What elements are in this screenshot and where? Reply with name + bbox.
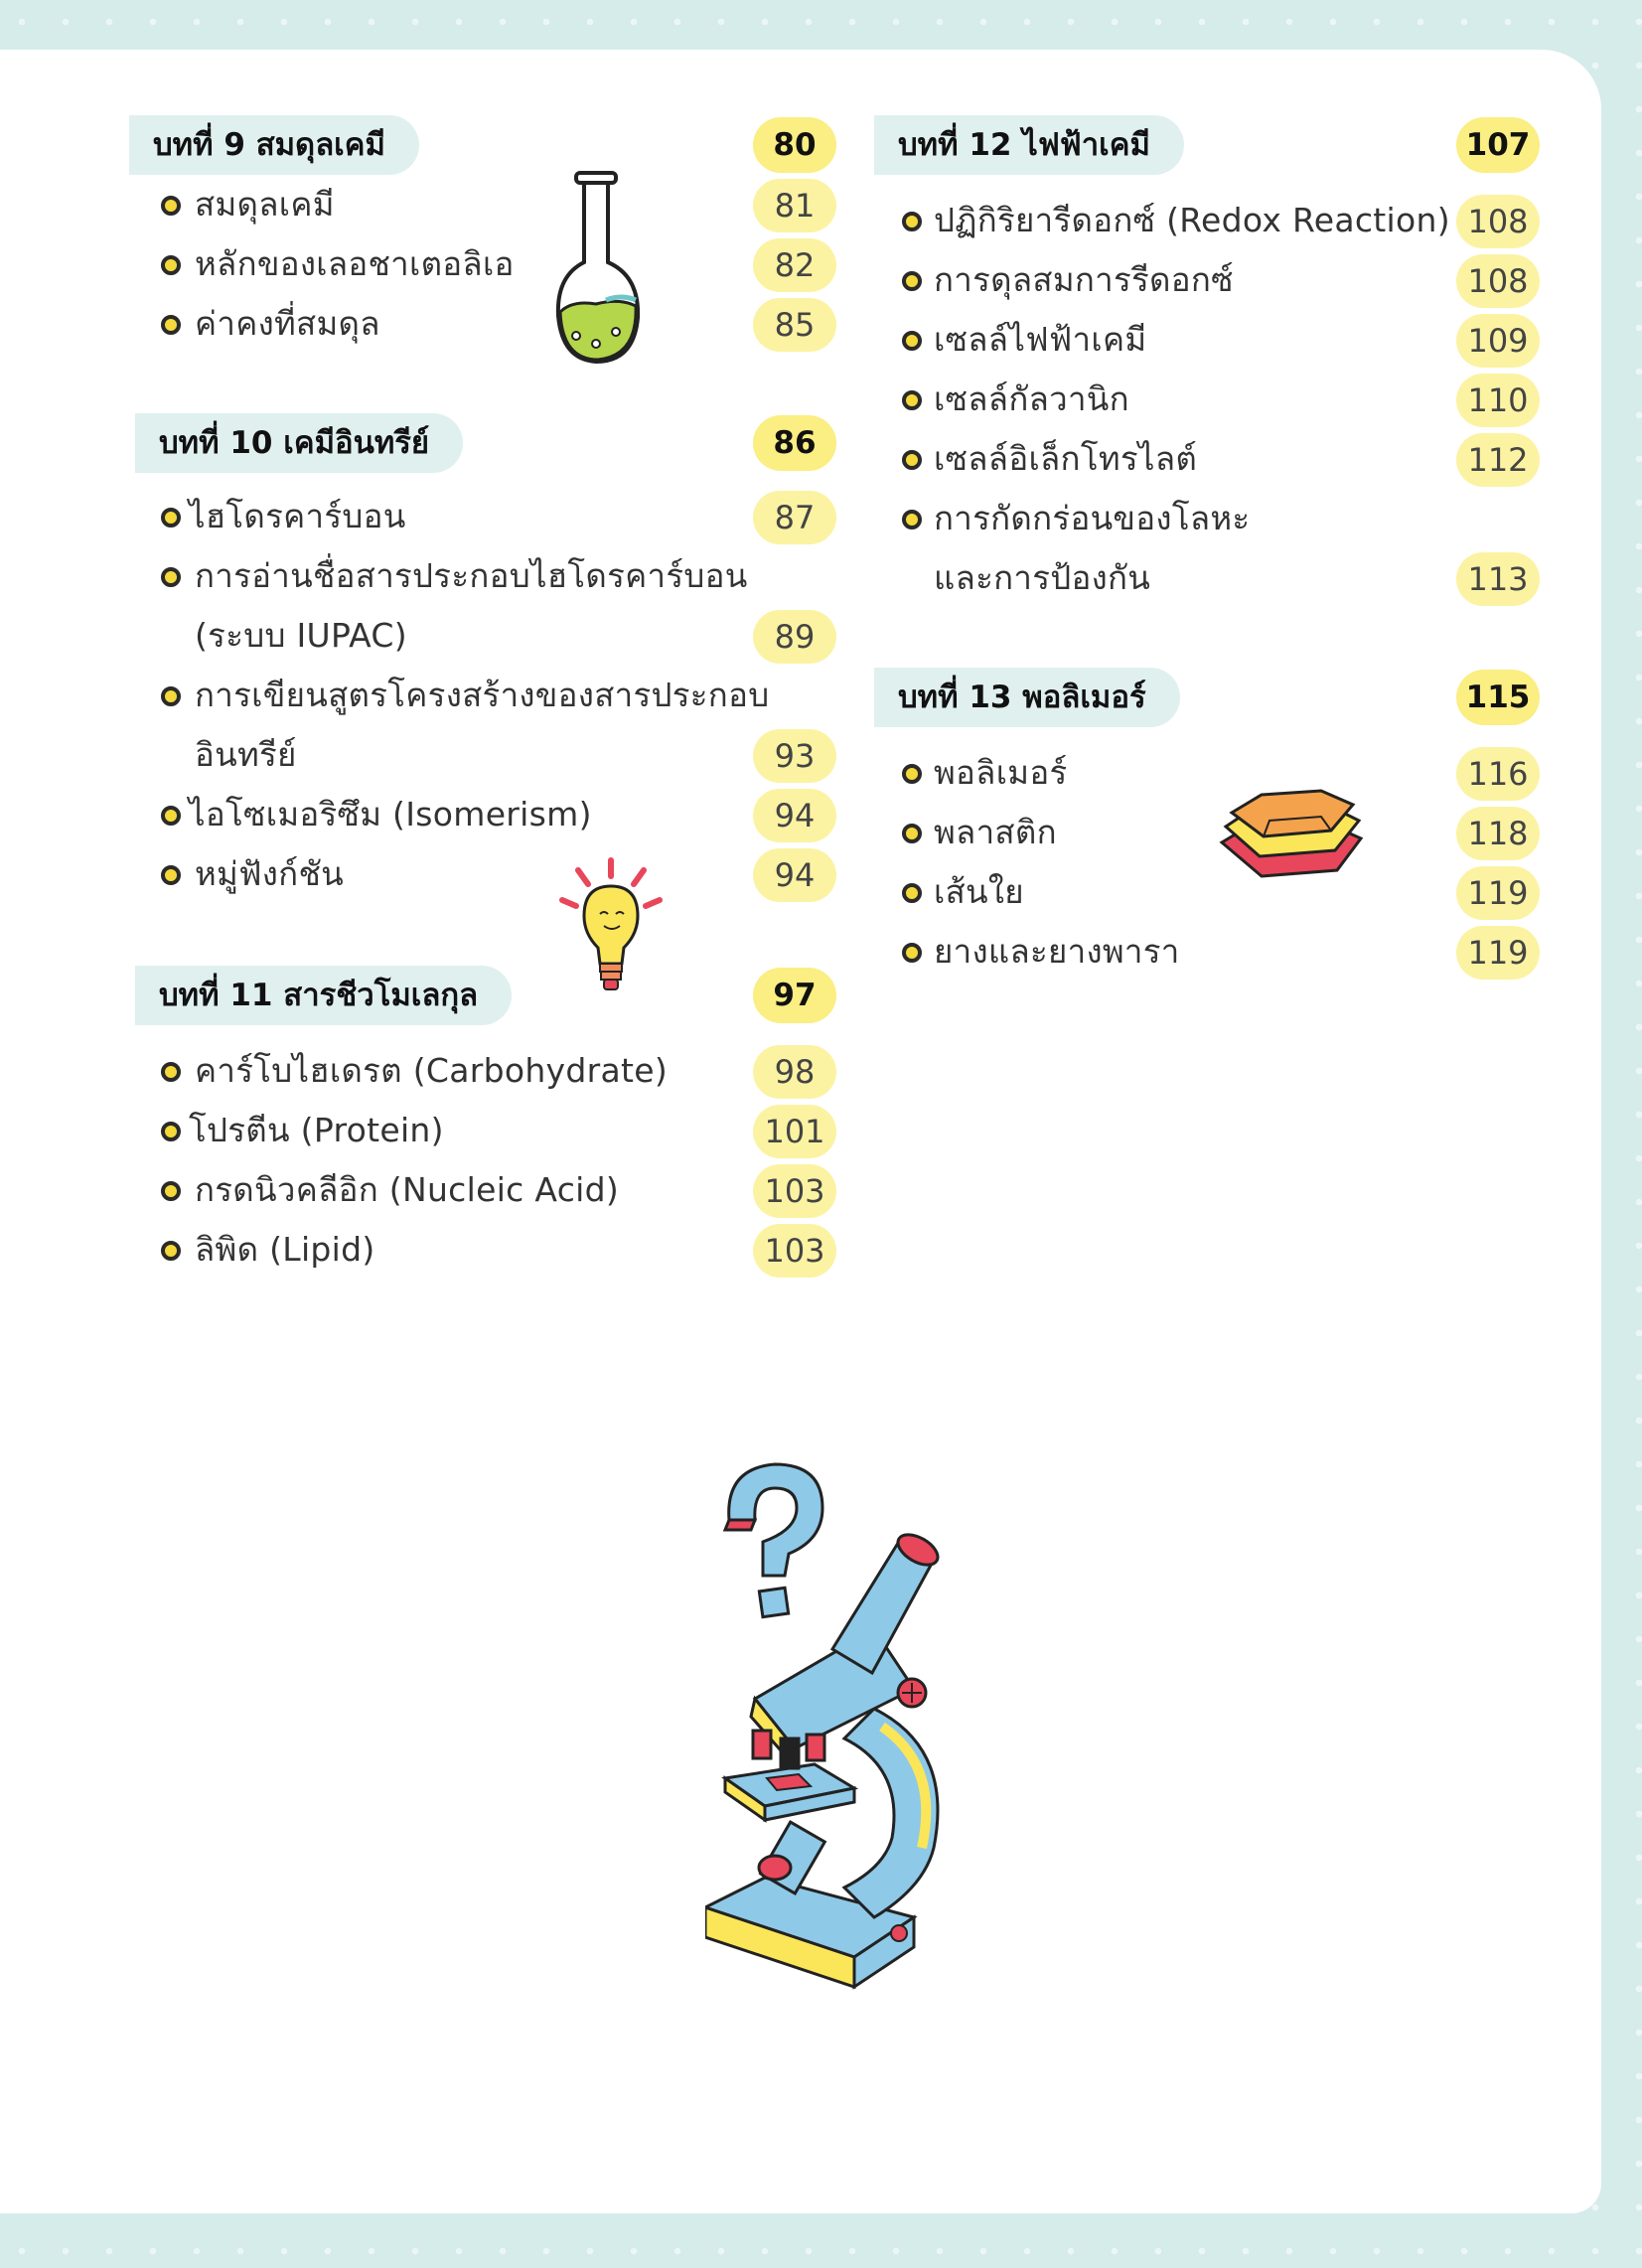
toc-item-page: 110 bbox=[1456, 374, 1540, 427]
chapter-page-number: 107 bbox=[1456, 117, 1540, 173]
toc-item-page: 108 bbox=[1456, 195, 1540, 248]
toc-item-label: ไอโซเมอริซึม (Isomerism) bbox=[189, 795, 592, 833]
microscope-icon bbox=[705, 1450, 1003, 2027]
chapter-13-heading[interactable] bbox=[854, 668, 1601, 729]
bullet-icon bbox=[161, 1122, 181, 1141]
toc-item-label: เซลล์ไฟฟ้าเคมี bbox=[934, 320, 1147, 359]
toc-item[interactable] bbox=[854, 431, 1601, 487]
chapter-12-heading[interactable] bbox=[854, 115, 1601, 177]
toc-item-label: พอลิเมอร์ bbox=[934, 753, 1068, 792]
toc-item[interactable] bbox=[854, 252, 1601, 308]
toc-item-label: ไฮโดรคาร์บอน bbox=[189, 497, 406, 535]
toc-item-label: การดุลสมการรีดอกซ์ bbox=[934, 260, 1234, 299]
toc-item-page: 98 bbox=[753, 1045, 836, 1099]
bullet-icon bbox=[161, 1062, 181, 1082]
toc-item-page: 85 bbox=[753, 298, 836, 352]
toc-item[interactable] bbox=[0, 489, 854, 544]
bullet-icon bbox=[161, 1241, 181, 1261]
chapter-page-number: 97 bbox=[753, 968, 836, 1023]
bullet-icon bbox=[902, 824, 922, 843]
toc-item[interactable] bbox=[0, 787, 854, 842]
toc-item-label: เซลล์อิเล็กโทรไลต์ bbox=[934, 439, 1198, 478]
toc-item[interactable] bbox=[854, 924, 1601, 980]
toc-item-page: 118 bbox=[1456, 807, 1540, 860]
bullet-icon bbox=[902, 271, 922, 291]
toc-item-label-continued: อินทรีย์ bbox=[195, 735, 297, 774]
toc-item-page: 93 bbox=[753, 729, 836, 783]
chapter-title: บทที่ 13 พอลิเมอร์ bbox=[874, 668, 1180, 727]
toc-item-page: 94 bbox=[753, 789, 836, 842]
bullet-icon bbox=[902, 883, 922, 903]
bullet-icon bbox=[161, 567, 181, 587]
bullet-icon bbox=[902, 764, 922, 784]
toc-item[interactable] bbox=[0, 236, 854, 292]
toc-item-label-continued: และการป้องกัน bbox=[934, 558, 1151, 597]
toc-item[interactable] bbox=[0, 548, 854, 604]
bullet-icon bbox=[161, 196, 181, 216]
chapter-title: บทที่ 11 สารชีวโมเลกุล bbox=[135, 966, 512, 1025]
flask-icon bbox=[546, 167, 656, 395]
chapter-title: บทที่ 12 ไฟฟ้าเคมี bbox=[874, 115, 1184, 175]
toc-item-page: 82 bbox=[753, 238, 836, 292]
chapter-page-number: 115 bbox=[1456, 670, 1540, 725]
page-sheet bbox=[0, 50, 1601, 2213]
toc-item[interactable] bbox=[0, 1043, 854, 1099]
bullet-icon bbox=[902, 331, 922, 351]
toc-item-label: ค่าคงที่สมดุล bbox=[195, 304, 380, 343]
toc-item[interactable] bbox=[854, 491, 1601, 546]
plastic-sheets-icon bbox=[1212, 781, 1371, 890]
toc-item-label: สมดุลเคมี bbox=[195, 185, 335, 224]
toc-item-label: ลิพิด (Lipid) bbox=[195, 1230, 375, 1269]
bullet-icon bbox=[161, 806, 181, 826]
chapter-page-number: 80 bbox=[753, 117, 836, 173]
bullet-icon bbox=[902, 510, 922, 529]
toc-item[interactable] bbox=[0, 846, 854, 902]
toc-item-page: 119 bbox=[1456, 926, 1540, 980]
toc-item-label: ยางและยางพารา bbox=[934, 932, 1180, 971]
toc-item-label: ปฏิกิริยารีดอกซ์ (Redox Reaction) bbox=[934, 201, 1450, 239]
toc-item-page: 109 bbox=[1456, 314, 1540, 368]
toc-item-page: 89 bbox=[753, 610, 836, 664]
toc-item-label: การเขียนสูตรโครงสร้างของสารประกอบ bbox=[195, 676, 770, 714]
toc-item-page: 103 bbox=[753, 1164, 836, 1218]
toc-item-page: 101 bbox=[753, 1105, 836, 1158]
chapter-10-heading[interactable] bbox=[0, 413, 854, 475]
bullet-icon bbox=[902, 212, 922, 231]
bullet-icon bbox=[161, 1181, 181, 1201]
toc-item-page: 116 bbox=[1456, 747, 1540, 801]
bullet-icon bbox=[161, 686, 181, 706]
lightbulb-icon bbox=[556, 856, 666, 1005]
bullet-icon bbox=[902, 943, 922, 963]
toc-item-label: โปรตีน (Protein) bbox=[189, 1111, 444, 1149]
toc-item-label: คาร์โบไฮเดรต (Carbohydrate) bbox=[195, 1051, 669, 1090]
toc-item-label: เซลล์กัลวานิก bbox=[934, 379, 1129, 418]
bullet-icon bbox=[902, 450, 922, 470]
toc-item-label-continued: (ระบบ IUPAC) bbox=[195, 616, 407, 655]
bullet-icon bbox=[902, 390, 922, 410]
toc-item-label: หมู่ฟังก์ชัน bbox=[195, 854, 345, 893]
toc-item-page: 94 bbox=[753, 848, 836, 902]
toc-item-label: พลาสติก bbox=[934, 813, 1057, 851]
toc-item-label: กรดนิวคลีอิก (Nucleic Acid) bbox=[195, 1170, 620, 1209]
toc-item-continued[interactable] bbox=[854, 550, 1601, 606]
toc-item-continued[interactable] bbox=[0, 608, 854, 664]
toc-item-page: 112 bbox=[1456, 433, 1540, 487]
toc-item-page: 103 bbox=[753, 1224, 836, 1278]
toc-item[interactable] bbox=[0, 1103, 854, 1158]
chapter-page-number: 86 bbox=[753, 415, 836, 471]
toc-item-label: การอ่านชื่อสารประกอบไฮโดรคาร์บอน bbox=[195, 556, 748, 595]
toc-item-page: 87 bbox=[753, 491, 836, 544]
chapter-9-heading[interactable] bbox=[0, 115, 854, 177]
toc-item[interactable] bbox=[0, 1222, 854, 1278]
toc-item-label: การกัดกร่อนของโลหะ bbox=[934, 499, 1251, 537]
toc-item[interactable] bbox=[854, 193, 1601, 248]
toc-item-page: 81 bbox=[753, 179, 836, 232]
toc-item[interactable] bbox=[854, 372, 1601, 427]
toc-item[interactable] bbox=[0, 1162, 854, 1218]
bullet-icon bbox=[161, 315, 181, 335]
toc-item-page: 113 bbox=[1456, 552, 1540, 606]
bullet-icon bbox=[161, 865, 181, 885]
chapter-11-heading[interactable] bbox=[0, 966, 854, 1027]
chapter-title: บทที่ 9 สมดุลเคมี bbox=[129, 115, 419, 175]
chapter-title: บทที่ 10 เคมีอินทรีย์ bbox=[135, 413, 463, 473]
toc-item-label: เส้นใย bbox=[934, 872, 1024, 911]
toc-item[interactable] bbox=[0, 177, 854, 232]
toc-item-continued[interactable] bbox=[0, 727, 854, 783]
bullet-icon bbox=[161, 255, 181, 275]
bullet-icon bbox=[161, 508, 181, 528]
toc-item[interactable] bbox=[0, 668, 854, 723]
toc-item[interactable] bbox=[854, 312, 1601, 368]
toc-item-page: 108 bbox=[1456, 254, 1540, 308]
toc-item[interactable] bbox=[0, 296, 854, 352]
toc-item-page: 119 bbox=[1456, 866, 1540, 920]
toc-item-label: หลักของเลอชาเตอลิเอ bbox=[195, 244, 515, 283]
